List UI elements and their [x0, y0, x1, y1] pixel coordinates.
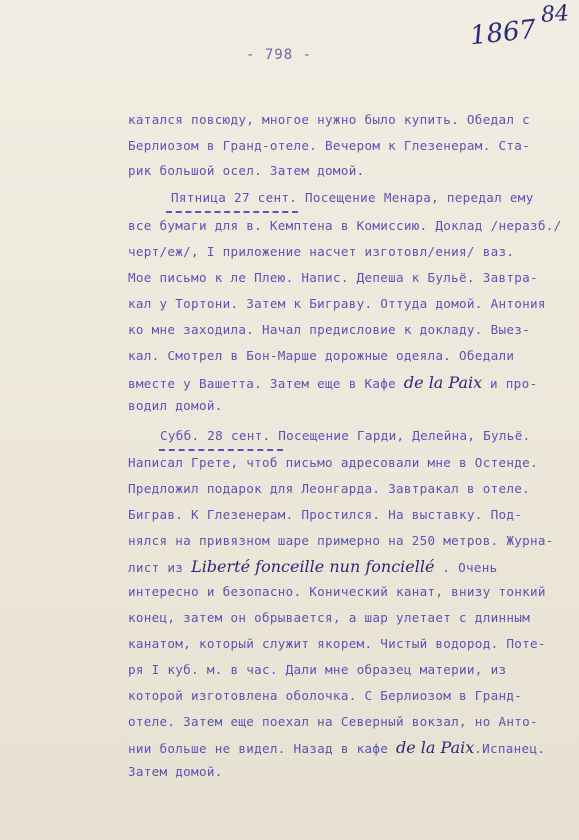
handwritten-insertion: de la Paix	[396, 738, 475, 757]
text-segment: лист из	[128, 560, 192, 575]
text-line: ря I куб. м. в час. Дали мне образец материи, из	[128, 662, 507, 677]
text-segment: и про-	[482, 376, 538, 391]
text-line: все бумаги для в. Кемптена в Комиссию. Доклад /неразб./	[128, 218, 562, 233]
text-segment: . Очень	[434, 560, 498, 575]
date-underline	[159, 449, 283, 451]
text-line	[128, 738, 545, 757]
text-line: интересно и безопасно. Конический канат, внизу тонкий	[128, 584, 546, 599]
text-line: Берлиозом в Гранд-отеле. Вечером к Глезенерам. Ста-	[128, 138, 530, 153]
text-line: канатом, который служит якорем. Чистый водород. Поте-	[128, 636, 546, 651]
text-line: отеле. Затем еще поехал на Северный вокзал, но Анто-	[128, 714, 538, 729]
text-line: ко мне заходила. Начал предисловие к докладу. Выез-	[128, 322, 530, 337]
handwritten-year: 1867	[468, 14, 538, 52]
text-line: Написал Грете, чтоб письмо адресовали мне в Остенде.	[128, 455, 538, 470]
text-line: черт/еж/, I приложение насчет изготовл/ения/ ваз.	[128, 244, 515, 259]
text-line: рик большой осел. Затем домой.	[128, 163, 365, 178]
text-segment: вместе у Вашетта. Затем еще в Кафе	[128, 376, 396, 391]
date-underline	[166, 211, 298, 213]
text-segment: нии больше не видел. Назад в кафе	[128, 741, 396, 756]
text-line: водил домой.	[128, 398, 223, 413]
text-line: катался повсюду, многое нужно было купить. Обедал с	[128, 112, 530, 127]
text-line: кал. Смотрел в Бон-Марше дорожные одеяла. Обедали	[128, 348, 515, 363]
text-line: Предложил подарок для Леонгарда. Завтракал в отеле.	[128, 481, 530, 496]
text-line: Субб. 28 сент. Посещение Гарди, Делейна, Бульё.	[160, 428, 531, 443]
handwritten-insertion: Liberté fonceille nun fonciellé	[191, 557, 435, 576]
page-number: - 798 -	[246, 47, 313, 63]
text-line: Затем домой.	[128, 764, 223, 779]
text-line: которой изготовлена оболочка. С Берлиозом в Гранд-	[128, 688, 523, 703]
text-line	[128, 373, 537, 392]
text-line: Мое письмо к ле Плею. Напис. Депеша к Бульё. Завтра-	[128, 270, 538, 285]
text-segment: .Испанец.	[474, 741, 546, 756]
text-line: конец, затем он обрывается, а шар улетает с длинным	[128, 610, 530, 625]
handwritten-insertion: de la Paix	[403, 373, 483, 392]
text-line: Пятница 27 сент. Посещение Менара, передал ему	[171, 190, 534, 205]
text-line: Биграв. К Глезенерам. Простился. На выставку. Под-	[128, 507, 523, 522]
handwritten-folio-number: 84	[540, 1, 570, 28]
text-line: кал у Тортони. Затем к Биграву. Оттуда домой. Антония	[128, 296, 546, 311]
text-line: нялся на привязном шаре примерно на 250 метров. Журна-	[128, 533, 554, 548]
text-line	[128, 557, 498, 576]
